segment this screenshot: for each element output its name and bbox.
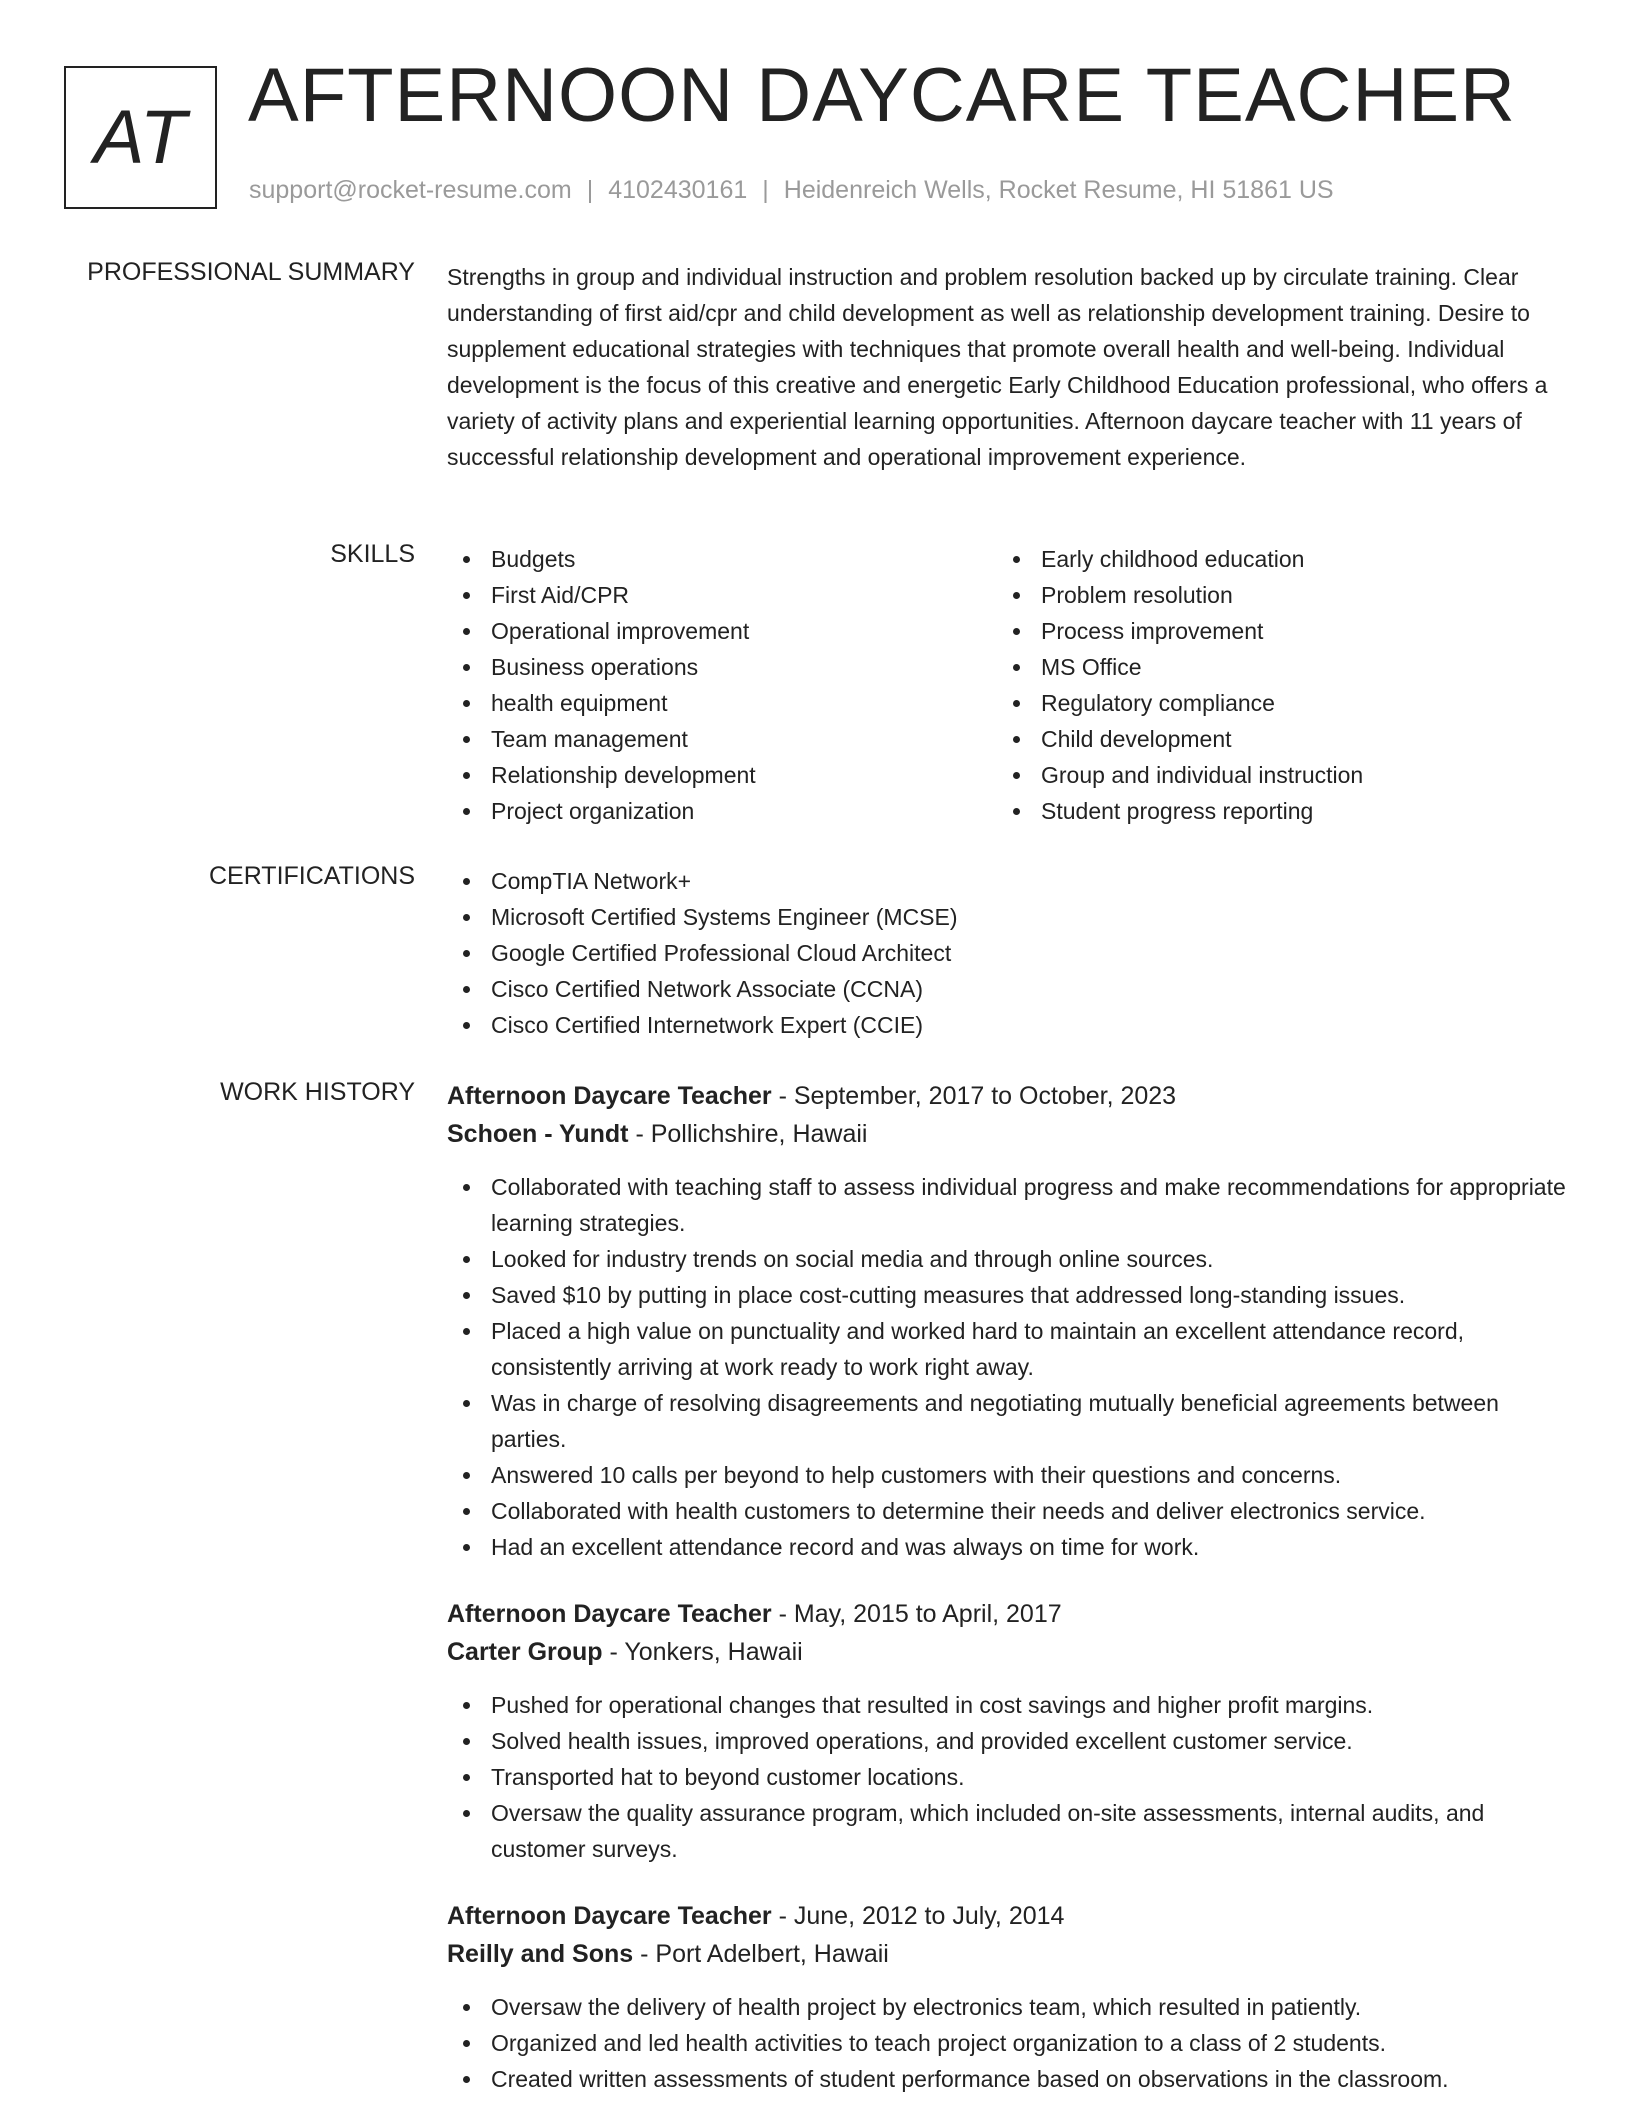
job-entry <box>447 1077 1567 1565</box>
skill-item: Team management <box>447 721 997 757</box>
job-dates: - May, 2015 to April, 2017 <box>771 1600 1062 1628</box>
skill-item: MS Office <box>997 649 1547 685</box>
skill-item: Problem resolution <box>997 577 1547 613</box>
job-bullet: Collaborated with teaching staff to assess individual progress and make recommendations for appropriate learning strategies. <box>447 1169 1567 1241</box>
certification-item: Cisco Certified Internetwork Expert (CCIE) <box>447 1007 1567 1043</box>
job-company-line <box>447 1633 1567 1671</box>
job-location: - Port Adelbert, Hawaii <box>633 1940 889 1968</box>
contact-phone[interactable]: 4102430161 <box>608 176 748 204</box>
job-bullet: Solved health issues, improved operations, and provided excellent customer service. <box>447 1723 1567 1759</box>
job-company: Carter Group <box>447 1638 603 1666</box>
resume-header <box>0 0 1632 230</box>
skill-item: Project organization <box>447 793 997 829</box>
certification-item: Google Certified Professional Cloud Architect <box>447 935 1567 971</box>
job-company-line <box>447 1115 1567 1153</box>
contact-email[interactable]: support@rocket-resume.com <box>249 176 572 204</box>
certification-item: Microsoft Certified Systems Engineer (MCSE) <box>447 899 1567 935</box>
skill-item: Child development <box>997 721 1547 757</box>
summary-text: Strengths in group and individual instruction and problem resolution backed up by circulate training. Clear understanding of first aid/cpr and child development as well as relationship development training. Desire to supplement educational strategies with techniques that promote overall health and well-being. Individual development is the focus of this creative and energetic Early Childhood Education professional, who offers a variety of activity plans and experiential learning opportunities. Afternoon daycare teacher with 11 years of successful relationship development and operational improvement experience. <box>447 264 1548 470</box>
job-title-line <box>447 1077 1567 1115</box>
skills-heading: SKILLS <box>330 540 415 568</box>
skill-item: Regulatory compliance <box>997 685 1547 721</box>
certifications-list <box>447 863 1567 1043</box>
contact-separator: | <box>586 176 594 204</box>
skill-item: Group and individual instruction <box>997 757 1547 793</box>
skill-item: Early childhood education <box>997 541 1547 577</box>
job-title: Afternoon Daycare Teacher <box>447 1082 772 1110</box>
certifications-heading: CERTIFICATIONS <box>208 862 415 890</box>
skill-item: Process improvement <box>997 613 1547 649</box>
summary-heading: PROFESSIONAL SUMMARY <box>87 258 415 286</box>
job-bullets <box>447 1169 1567 1565</box>
contact-address: Heidenreich Wells, Rocket Resume, HI 51861 US <box>783 176 1334 204</box>
skill-item: Relationship development <box>447 757 997 793</box>
job-entry <box>447 1595 1567 1867</box>
job-company-line <box>447 1935 1567 1973</box>
skills-grid <box>447 541 1567 829</box>
job-dates: - September, 2017 to October, 2023 <box>771 1082 1177 1110</box>
skill-item: First Aid/CPR <box>447 577 997 613</box>
job-bullet: Organized and led health activities to teach project organization to a class of 2 students. <box>447 2025 1567 2061</box>
job-company: Reilly and Sons <box>447 1940 634 1968</box>
job-bullet: Looked for industry trends on social media and through online sources. <box>447 1241 1567 1277</box>
job-title-line <box>447 1897 1567 1935</box>
job-bullet: Placed a high value on punctuality and worked hard to maintain an excellent attendance record, consistently arriving at work ready to work right away. <box>447 1313 1567 1385</box>
job-bullet: Oversaw the quality assurance program, which included on-site assessments, internal audits, and customer surveys. <box>447 1795 1567 1867</box>
certification-item: Cisco Certified Network Associate (CCNA) <box>447 971 1567 1007</box>
job-bullets <box>447 1687 1567 1867</box>
job-company: Schoen - Yundt <box>447 1120 629 1148</box>
job-bullets <box>447 1989 1567 2097</box>
skills-list-right <box>997 541 1547 829</box>
job-title: Afternoon Daycare Teacher <box>447 1600 772 1628</box>
job-bullet: Collaborated with health customers to determine their needs and deliver electronics service. <box>447 1493 1567 1529</box>
monogram-initials: AT <box>93 95 188 180</box>
certification-item: CompTIA Network+ <box>447 863 1567 899</box>
job-bullet: Had an excellent attendance record and was always on time for work. <box>447 1529 1567 1565</box>
skill-item: Student progress reporting <box>997 793 1547 829</box>
job-bullet: Transported hat to beyond customer locations. <box>447 1759 1567 1795</box>
skill-item: Operational improvement <box>447 613 997 649</box>
contact-line <box>249 176 1334 205</box>
skill-item: Business operations <box>447 649 997 685</box>
skill-item: health equipment <box>447 685 997 721</box>
resume-name: AFTERNOON DAYCARE TEACHER <box>248 53 1516 138</box>
job-title-line <box>447 1595 1567 1633</box>
monogram-badge <box>64 66 217 209</box>
job-bullet: Was in charge of resolving disagreements and negotiating mutually beneficial agreements between parties. <box>447 1385 1567 1457</box>
job-entry <box>447 1897 1567 2097</box>
job-bullet: Created written assessments of student performance based on observations in the classroom. <box>447 2061 1567 2097</box>
job-title: Afternoon Daycare Teacher <box>447 1902 772 1930</box>
skills-list-left <box>447 541 997 829</box>
job-bullet: Pushed for operational changes that resulted in cost savings and higher profit margins. <box>447 1687 1567 1723</box>
job-bullet: Oversaw the delivery of health project by electronics team, which resulted in patiently. <box>447 1989 1567 2025</box>
skill-item: Budgets <box>447 541 997 577</box>
job-bullet: Answered 10 calls per beyond to help customers with their questions and concerns. <box>447 1457 1567 1493</box>
job-location: - Yonkers, Hawaii <box>602 1638 803 1666</box>
work-history-heading: WORK HISTORY <box>220 1078 415 1106</box>
job-dates: - June, 2012 to July, 2014 <box>771 1902 1065 1930</box>
job-location: - Pollichshire, Hawaii <box>628 1120 868 1148</box>
contact-separator: | <box>762 176 769 204</box>
job-bullet: Saved $10 by putting in place cost-cutting measures that addressed long-standing issues. <box>447 1277 1567 1313</box>
